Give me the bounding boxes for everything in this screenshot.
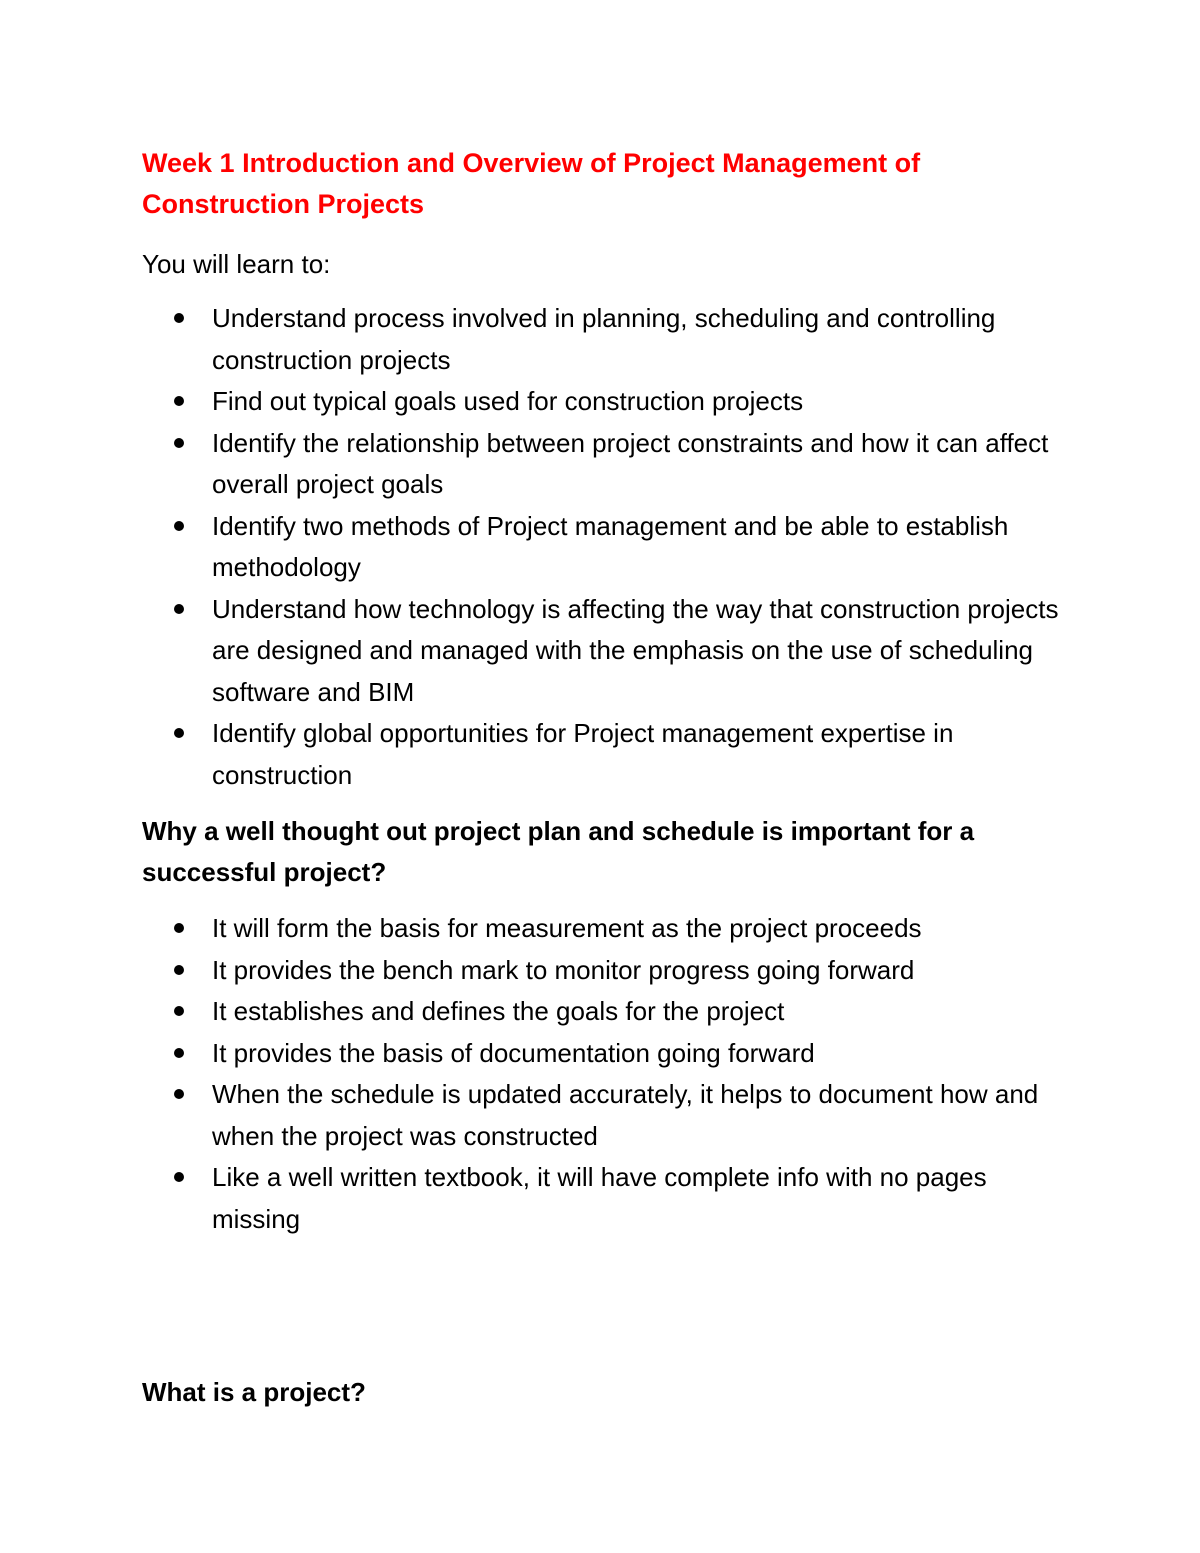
bullet-icon — [174, 1006, 184, 1016]
list-item — [0, 1074, 1062, 1157]
list-item — [0, 1033, 1062, 1075]
list-item — [0, 381, 1062, 423]
list-item-text: Understand process involved in planning, scheduling and controlling construction projects — [212, 303, 996, 375]
list-item-text: It provides the bench mark to monitor progress going forward — [212, 954, 915, 985]
list-item — [0, 298, 1062, 381]
list-item — [0, 908, 1062, 950]
intro-text: You will learn to: — [142, 249, 331, 279]
list-item-text: Identify the relationship between project constraints and how it can affect overall project goals — [212, 427, 1049, 499]
bullet-icon — [174, 313, 184, 323]
list-item — [0, 950, 1062, 992]
bullet-icon — [174, 1089, 184, 1099]
list-item-text: Understand how technology is affecting the way that construction projects are designed and managed with the emphasis on the use of scheduling software and BIM — [212, 593, 1059, 707]
list-item-text: Identify two methods of Project management and be able to establish methodology — [212, 510, 1009, 582]
bullet-icon — [174, 1172, 184, 1182]
list-item — [0, 713, 1062, 796]
bullet-icon — [174, 965, 184, 975]
list-item — [0, 991, 1062, 1033]
list-item — [0, 1157, 1062, 1240]
bullet-icon — [174, 396, 184, 406]
list-item-text: When the schedule is updated accurately, it helps to document how and when the project was constructed — [212, 1079, 1039, 1151]
list-item-text: It provides the basis of documentation going forward — [212, 1037, 815, 1068]
list-item-text: Identify global opportunities for Project management expertise in construction — [212, 718, 954, 790]
list-item — [0, 506, 1062, 589]
bullet-icon — [174, 604, 184, 614]
list-item-text: Find out typical goals used for construction projects — [212, 386, 804, 416]
why-points-list — [0, 908, 1200, 1240]
bullet-icon — [174, 728, 184, 738]
bullet-icon — [174, 521, 184, 531]
bullet-icon — [174, 438, 184, 448]
list-item-text: Like a well written textbook, it will have complete info with no pages missing — [212, 1162, 987, 1234]
list-item-text: It establishes and defines the goals for the project — [212, 996, 785, 1026]
what-heading: What is a project? — [142, 1377, 366, 1407]
list-item — [0, 423, 1062, 506]
page-title: Week 1 Introduction and Overview of Project Management of Construction Projects — [142, 148, 921, 219]
why-heading: Why a well thought out project plan and schedule is important for a successful project? — [142, 816, 975, 887]
bullet-icon — [174, 1048, 184, 1058]
bullet-icon — [174, 923, 184, 933]
learning-objectives-list — [0, 298, 1200, 796]
list-item-text: It will form the basis for measurement as the project proceeds — [212, 913, 922, 943]
list-item — [0, 589, 1062, 714]
